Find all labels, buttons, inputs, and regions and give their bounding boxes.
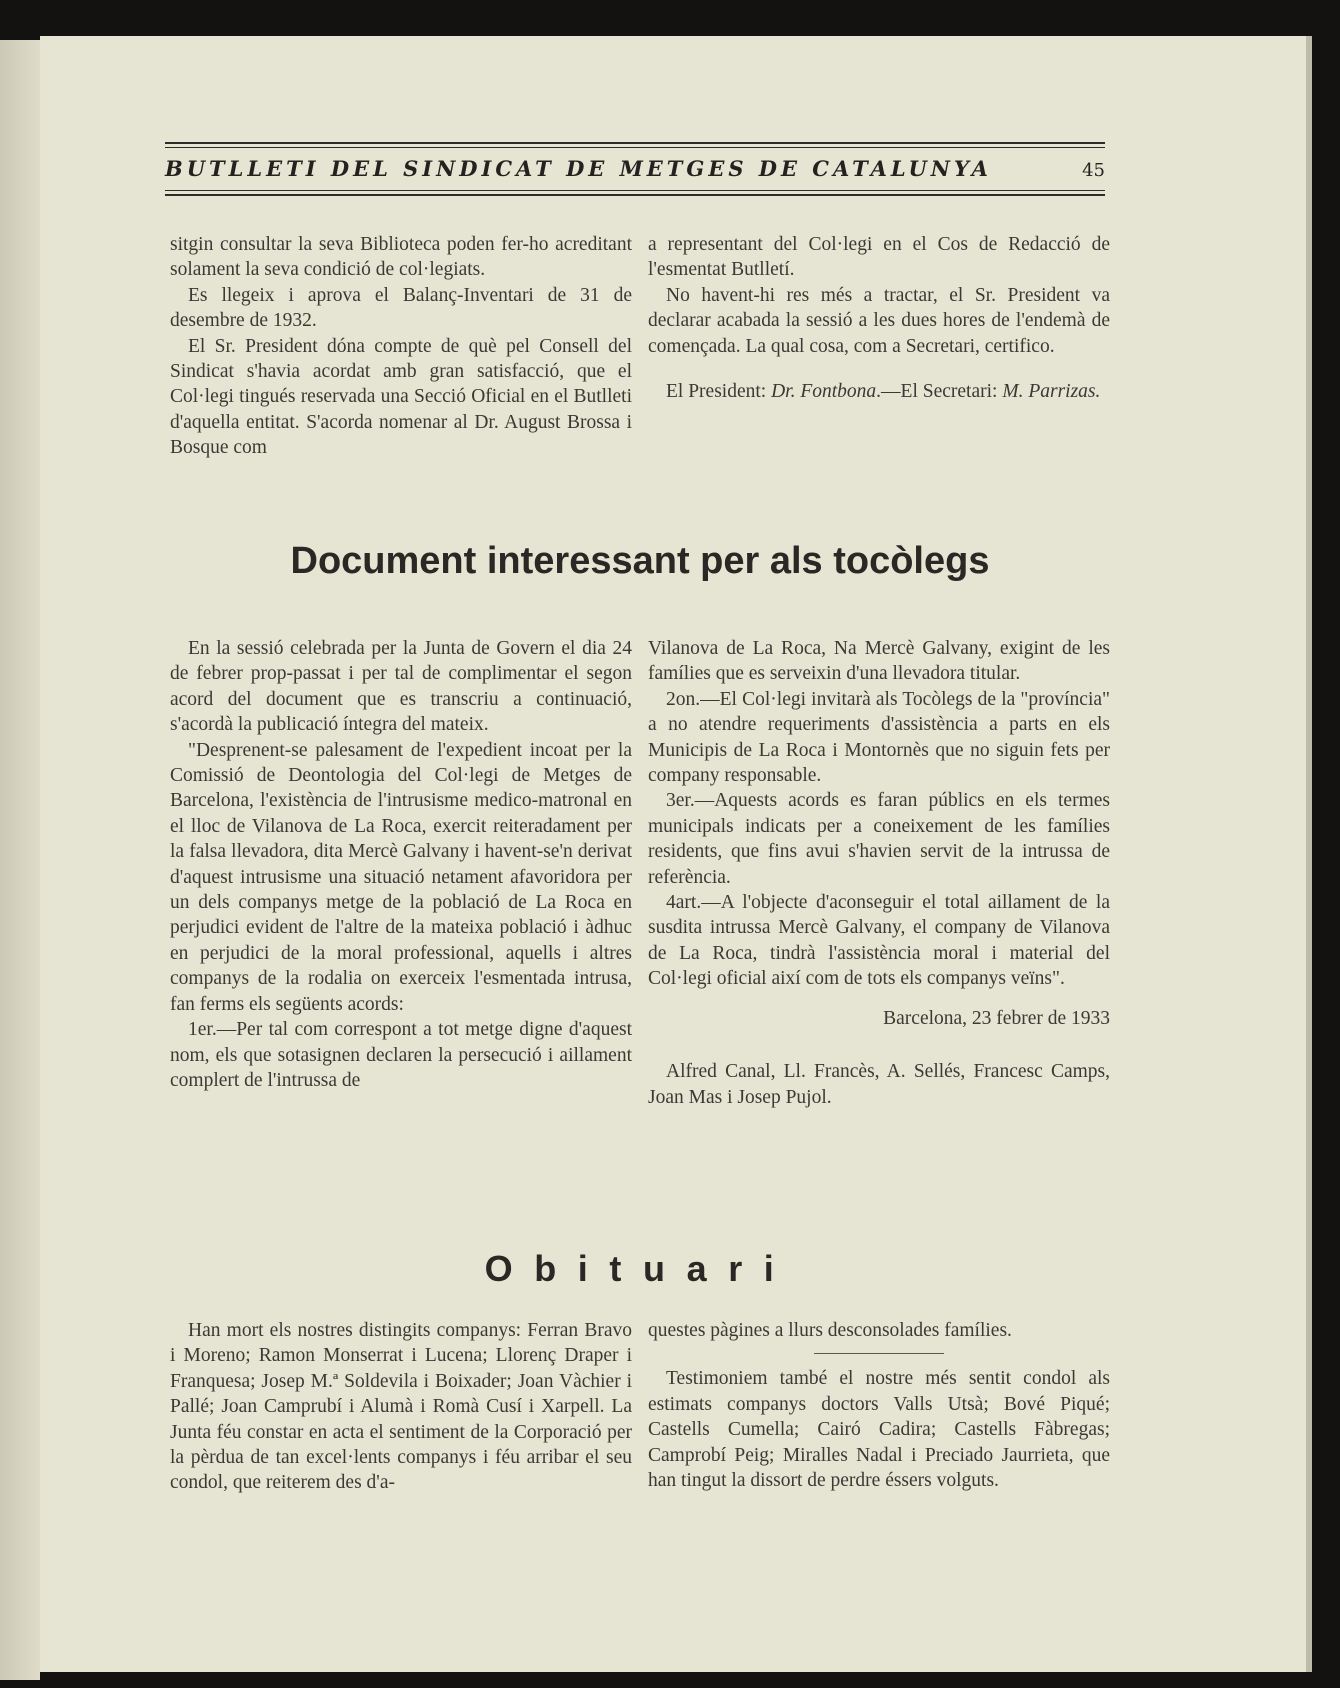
obituary-columns	[170, 1318, 1110, 1496]
page-edge	[1306, 36, 1312, 1672]
paragraph: No havent-hi res més a tractar, el Sr. President va declarar acabada la sessió a les dues hores de l'endemà de començada. La qual cosa, com a Secretari, certifico.	[648, 284, 1110, 357]
paragraph: Han mort els nostres distingits companys: Ferran Bravo i Moreno; Ramon Monserrat i Lucena; Llorenç Draper i Franquesa; Josep M.ª Soldevila i Boixader; Joan Vàchier i Pallé; Joan Camprubí i Alumà i Romà Cusí i Xarpell. La Junta féu constar en acta el sentiment de la Corporació per la pèrdua de tan excel·lents companys i féu arribar el seu condol, que reiterem des d'a-	[170, 1320, 632, 1494]
article-date: Barcelona, 23 febrer de 1933	[883, 1007, 1110, 1029]
paragraph: a representant del Col·legi en el Cos de Redacció de l'esmentat Butlletí.	[648, 234, 1110, 281]
paragraph: 2on.—El Col·legi invitarà als Tocòlegs de la "província" a no atendre requeriments d'assistència a parts en els Municipis de La Roca i Montornès que no siguin fets per company responsable.	[648, 688, 1110, 787]
journal-title: BUTLLETI DEL SINDICAT DE METGES DE CATALUNYA	[165, 156, 992, 181]
header-rule-top	[165, 142, 1105, 144]
header-rule-bottom-thin	[165, 190, 1105, 191]
president-label: El President:	[666, 381, 772, 403]
page-number: 45	[1082, 160, 1105, 181]
paragraph: 4art.—A l'objecte d'aconseguir el total aillament de la susdita intrussa Mercè Galvany, el company de Vilanova de La Roca, tindrà l'assistència moral i material del Col·legi oficial així com de tots els companys veïns".	[648, 892, 1110, 990]
signature-separator: .—El Secretari:	[876, 381, 1003, 403]
paragraph: questes pàgines a llurs desconsolades famílies.	[648, 1320, 1012, 1341]
obituary-right-column	[648, 1318, 1110, 1496]
minutes-columns	[170, 232, 1110, 461]
paragraph: En la sessió celebrada per la Junta de Govern el dia 24 de febrer prop-passat i per tal de complimentar el segon acord del document que es transcriu a continuació, s'acordà la publicació íntegra del mateix.	[170, 638, 632, 736]
signatories: Alfred Canal, Ll. Francès, A. Sellés, Francesc Camps, Joan Mas i Josep Pujol.	[648, 1061, 1110, 1108]
secretary-name: M. Parrizas.	[1002, 381, 1101, 403]
header-row	[165, 148, 1105, 187]
binding-shadow	[0, 40, 40, 1680]
article-right-column	[648, 636, 1110, 1110]
minutes-left-column	[170, 232, 632, 461]
paragraph: Testimoniem també el nostre més sentit condol als estimats companys doctors Valls Utsà; Bové Piqué; Castells Cumella; Cairó Cadira; Castells Fàbregas; Camprobí Peig; Miralles Nadal i Preciado Jaurrieta, que han tingut la dissort de perdre éssers volguts.	[648, 1368, 1110, 1492]
article-left-column	[170, 636, 632, 1110]
paragraph: Vilanova de La Roca, Na Mercè Galvany, exigint de les famílies que es serveixin d'una llevadora titular.	[648, 638, 1110, 685]
paragraph: "Desprenent-se palesament de l'expedient incoat per la Comissió de Deontologia del Col·legi de Metges de Barcelona, l'existència de l'intrusisme medico-matronal en el lloc de Vilanova de La Roca, exercit reiteradament per la falsa llevadora, dita Mercè Galvany i havent-se'n derivat d'aquest intrusisme una situació netament afavoridora per un dels companys metge de la població de La Roca en perjudici evident de l'altre de la mateixa població i àdhuc en perjudici de la moral professional, aquells i altres companys de la rodalia on exerceix l'esmentada intrusa, fan ferms els següents acords:	[170, 739, 632, 1015]
paragraph: El Sr. President dóna compte de què pel Consell del Sindicat s'havia acordat amb gran satisfacció, que el Col·legi tingués reservada una Secció Oficial en el Butlleti d'aquella entitat. S'acorda nomenar al Dr. August Brossa i Bosque com	[170, 335, 632, 459]
president-name: Dr. Fontbona	[771, 381, 877, 403]
obituary-left-column	[170, 1318, 632, 1496]
obituary-title: Obituari	[484, 1248, 796, 1289]
article-title: Document interessant per als tocòlegs	[290, 540, 990, 582]
paragraph: 3er.—Aquests acords es faran públics en els termes municipals indicats per a coneixement de les famílies residents, que fins avui s'havien servit de la intrussa de referència.	[648, 790, 1110, 888]
divider	[814, 1353, 944, 1354]
minutes-signature	[648, 379, 1110, 404]
running-header	[165, 142, 1105, 196]
header-rule-bottom	[165, 194, 1105, 196]
minutes-right-column	[648, 232, 1110, 461]
paragraph: sitgin consultar la seva Biblioteca poden fer-ho acreditant solament la seva condició de col·legiats.	[170, 234, 632, 281]
article-columns	[170, 636, 1110, 1110]
paragraph: 1er.—Per tal com correspont a tot metge digne d'aquest nom, els que sotasignen declaren la persecució i aillament complert de l'intrussa de	[170, 1019, 632, 1091]
paragraph: Es llegeix i aprova el Balanç-Inventari de 31 de desembre de 1932.	[170, 284, 632, 332]
